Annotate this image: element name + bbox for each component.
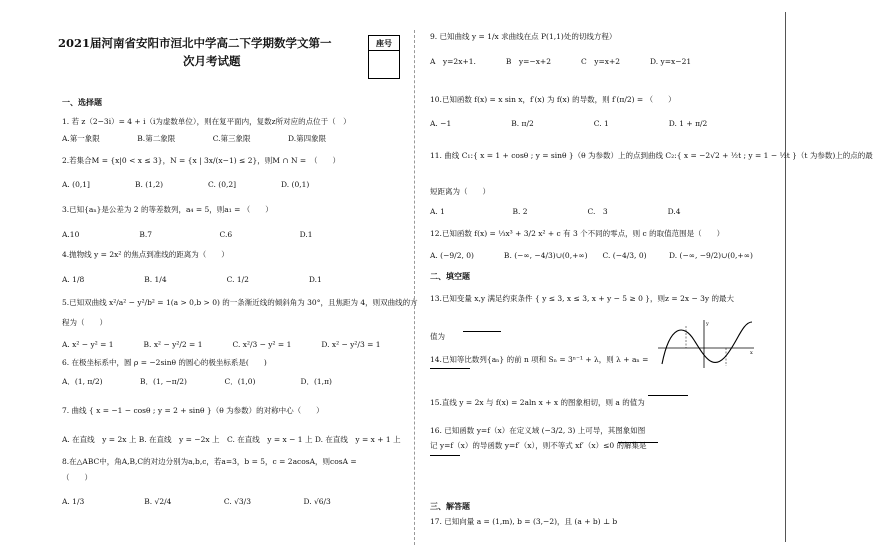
binding-edge-line [785,12,786,542]
left-line-14: 7. 曲线 { x = −1 − cosθ ; y = 2 + sinθ }（θ 为参数）的对称中心（ ） [62,406,324,415]
right-line-4: A. −1 B. π/2 C. 1 D. 1 + π/2 [430,119,708,128]
exam-title-line2: 次月考试题 [183,54,241,68]
seat-number-box [368,35,400,79]
left-line-15: A. 在直线 y = 2x 上 B. 在直线 y = −2x 上 C. 在直线 y = x − 1 上 D. 在直线 y = x + 1 上 [62,435,401,444]
right-line-3: 10.已知函数 f(x) = x sin x，f′(x) 为 f(x) 的导数，则 f′(π/2) = （ ） [430,95,676,104]
graph-x-label: x [750,350,753,356]
graph-curve [662,322,752,364]
left-line-16: 8.在△ABC中，角A,B,C的对边分别为a,b,c，若a=3，b = 5，c = 2acosA，则cosA = [62,457,357,466]
function-graph [656,318,756,370]
answer-blank-15[interactable] [648,395,688,396]
right-line-14: 15.直线 y = 2x 与 f(x) = 2aln x + x 的图象相切，则 a 的值为 [430,398,645,407]
right-line-2: A y=2x+1. B y=−x+2 C y=x+2 D. y=x−21 [430,57,692,66]
seat-number-label: 座号 [369,36,399,51]
section-two-heading: 二、填空题 [430,271,470,281]
left-line-9: 5.已知双曲线 x²/a² − y²/b² = 1(a > 0,b > 0) 的一条渐近线的倾斜角为 30°，且焦距为 4，则双曲线的方 [62,298,418,307]
right-line-16: 记 y=f（x）的导函数 y=f′（x），则不等式 xf′（x）≤0 的解集是 [430,441,647,450]
right-line-7: A. 1 B. 2 C. 3 D.4 [430,207,681,216]
left-line-1: 1. 若 z（2−3i）= 4 + i（i为虚数单位），则在复平面内，复数z所对应的点位于（ ） [62,117,351,126]
section-one-heading: 一、选择题 [62,97,102,107]
left-line-13: A．(1, π/2) B．(1, −π/2) C．(1,0) D．(1,π) [62,377,332,386]
column-divider [414,30,415,545]
right-line-6: 短距离为（ ） [430,187,490,196]
right-line-11: 值为 [430,332,445,341]
right-line-17: 17. 已知向量 a = (1,m), b = (3,−2)，且 (a + b) ⊥ b [430,517,618,526]
left-line-5: 3.已知{aₙ}是公差为 2 的等差数列，a₄ = 5，则a₁ = （ ） [62,205,273,214]
answer-blank-14[interactable] [430,368,470,369]
left-line-12: 6. 在极坐标系中，圆 ρ = −2sinθ 的圆心的极坐标系是( ) [62,358,267,367]
right-line-12: 14.已知等比数列{aₙ} 的前 n 项和 Sₙ = 3ⁿ⁻¹ + λ，则 λ + aₙ = [430,355,649,364]
left-line-11: A. x² − y² = 1 B. x² − y²/2 = 1 C. x²/3 − y² = 1 D. x² − y²/3 = 1 [62,340,381,349]
right-line-8: 12.已知函数 f(x) = ⅓x³ + 3/2 x² + c 有 3 个不同的零点，则 c 的取值范围是（ ） [430,229,725,238]
answer-blank-16b[interactable] [430,455,460,456]
left-line-8: A. 1/8 B. 1/4 C. 1/2 D.1 [62,275,322,284]
answer-blank-13[interactable] [463,331,501,332]
right-line-15: 16. 已知函数 y=f（x）在定义域 (−3/2, 3) 上可导，其图象如图 [430,426,646,435]
right-line-1: 9. 已知曲线 y = 1/x 求曲线在点 P(1,1)处的切线方程） [430,32,617,41]
section-three-heading: 三、解答题 [430,501,470,511]
left-line-2: A.第一象限 B.第二象限 C.第三象限 D.第四象限 [62,134,327,143]
left-line-4: A. (0,1] B. (1,2) C. (0,2] D. (0,1) [62,180,310,189]
left-line-10: 程为（ ） [62,318,107,327]
exam-title-line1: 2021届河南省安阳市洹北中学高二下学期数学文第一 [58,36,332,50]
graph-y-label: y [706,321,709,327]
left-line-6: A.10 B.7 C.6 D.1 [62,230,313,239]
left-line-18: A. 1/3 B. √2/4 C. √3/3 D. √6/3 [62,497,331,506]
right-line-5: 11. 曲线 C₁:{ x = 1 + cosθ ; y = sinθ }（θ 为参数）上的点到曲线 C₂:{ x = −2√2 + ½t ; y = 1 − ½t }（t 为参数)上的点的最 [430,151,873,160]
left-line-17: （ ） [62,473,92,482]
right-line-10: 13.已知变量 x,y 满足约束条件 { y ≤ 3, x ≤ 3, x + y − 5 ≥ 0 }，则z = 2x − 3y 的最大 [430,294,735,303]
left-line-3: 2.若集合M = {x|0 < x ≤ 3}，N = {x | 3x/(x−1) ≤ 2}，则M ∩ N = （ ） [62,156,340,165]
answer-blank-16a[interactable] [618,442,658,443]
left-line-7: 4.抛物线 y = 2x² 的焦点到准线的距离为（ ） [62,250,229,259]
right-line-9: A. (−9/2, 0) B. (−∞, −4/3)∪(0,+∞) C. (−4/3, 0) D. (−∞, −9/2)∪(0,+∞) [430,251,753,260]
